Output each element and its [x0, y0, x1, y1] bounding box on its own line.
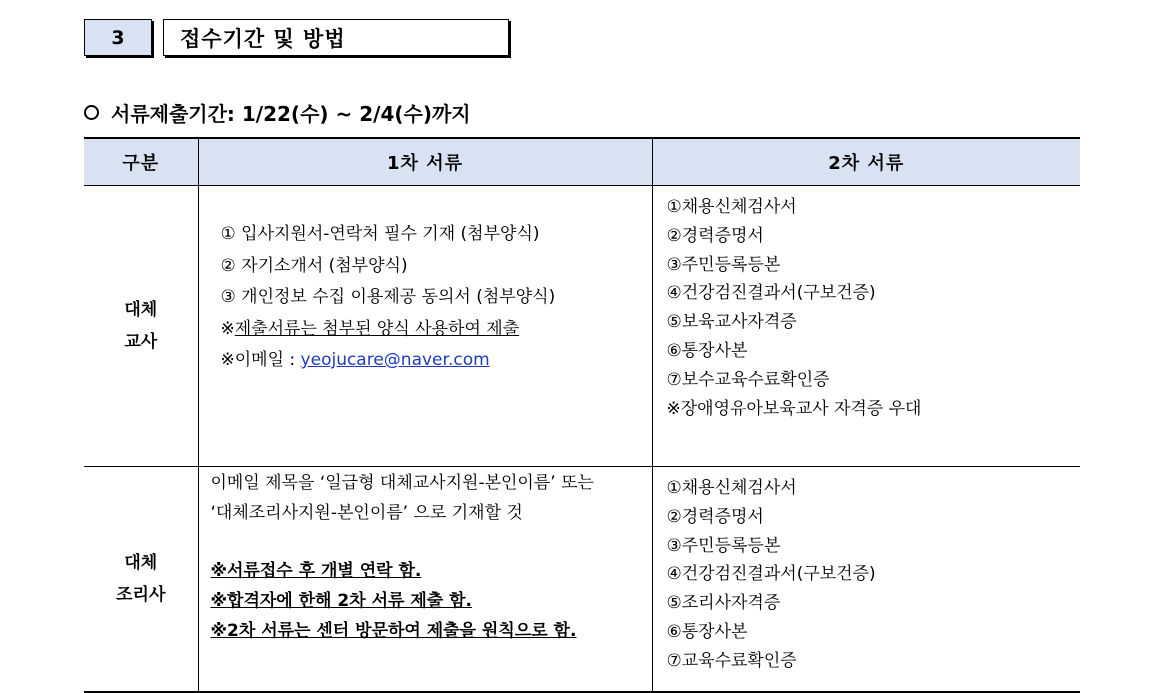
list-item: ③주민등록등본 — [666, 535, 781, 556]
list-item: ⑤조리사자격증 — [666, 593, 781, 614]
list-item: ①채용신체검사서 — [666, 478, 797, 498]
category-cell — [84, 467, 198, 693]
section-number: 3 — [84, 19, 152, 56]
header-category: 구분 — [84, 138, 198, 186]
note-prefix: ※ — [220, 318, 235, 339]
list-item: ⑦보수교육수료확인증 — [666, 369, 830, 390]
list-item: ⑦교육수료확인증 — [666, 650, 797, 671]
category-cell — [84, 186, 198, 467]
form-note — [221, 314, 651, 346]
notice-item: ※서류접수 후 개별 연락 함. — [210, 561, 422, 581]
category-label: 대체 — [124, 300, 158, 320]
list-item: ④건강검진결과서(구보건증) — [666, 564, 876, 585]
first-docs-cell — [198, 186, 652, 467]
note-text: 제출서류는 첨부된 양식 사용하여 제출 — [234, 318, 520, 339]
list-item: ②경력증명서 — [666, 225, 764, 246]
email-line — [221, 345, 651, 377]
first-docs-cell — [198, 467, 652, 693]
table-row — [84, 186, 1080, 467]
list-item: ⑥통장사본 — [666, 621, 748, 642]
list-item: ①채용신체검사서 — [666, 197, 797, 217]
list-item: ②경력증명서 — [666, 506, 764, 527]
notice-item: ※합격자에 한해 2차 서류 제출 함. — [210, 591, 472, 611]
email-label: ※이메일 : — [220, 350, 301, 370]
second-docs-cell — [652, 186, 1080, 467]
second-docs-cell — [652, 467, 1080, 693]
table-row — [84, 467, 1080, 693]
instruction-text: ‘대체조리사지원-본인이름’ 으로 기재할 것 — [210, 503, 523, 523]
email-link[interactable]: yeojucare@naver.com — [300, 350, 490, 370]
submission-period-text: 서류제출기간: 1/22(수) ~ 2/4(수)까지 — [111, 102, 471, 126]
list-item: ① 입사지원서-연락처 필수 기재 (첨부양식) — [220, 224, 540, 244]
header-first-docs: 1차 서류 — [198, 138, 652, 186]
list-item: ④건강검진결과서(구보건증) — [666, 283, 876, 304]
spacer — [211, 528, 651, 556]
list-item: ⑤보육교사자격증 — [666, 312, 797, 333]
list-item: ⑥통장사본 — [666, 340, 748, 361]
table-header-row — [84, 138, 1080, 186]
notice-item: ※2차 서류는 센터 방문하여 제출을 원칙으로 함. — [210, 621, 577, 641]
circle-bullet-icon — [84, 105, 99, 120]
instruction-text: 이메일 제목을 ‘일급형 대체교사지원-본인이름’ 또는 — [210, 473, 594, 493]
header-second-docs: 2차 서류 — [652, 138, 1080, 186]
section-title: 접수기간 및 방법 — [163, 19, 509, 56]
documents-table — [84, 137, 1080, 693]
list-item: ② 자기소개서 (첨부양식) — [220, 255, 408, 276]
category-label: 대체 — [124, 553, 158, 573]
submission-period — [84, 98, 471, 127]
list-item: ※장애영유아보육교사 자격증 우대 — [666, 398, 922, 419]
list-item: ③주민등록등본 — [666, 254, 781, 275]
list-item: ③ 개인정보 수집 이용제공 동의서 (첨부양식) — [220, 287, 556, 307]
category-label: 교사 — [124, 332, 158, 352]
category-label: 조리사 — [116, 585, 166, 605]
